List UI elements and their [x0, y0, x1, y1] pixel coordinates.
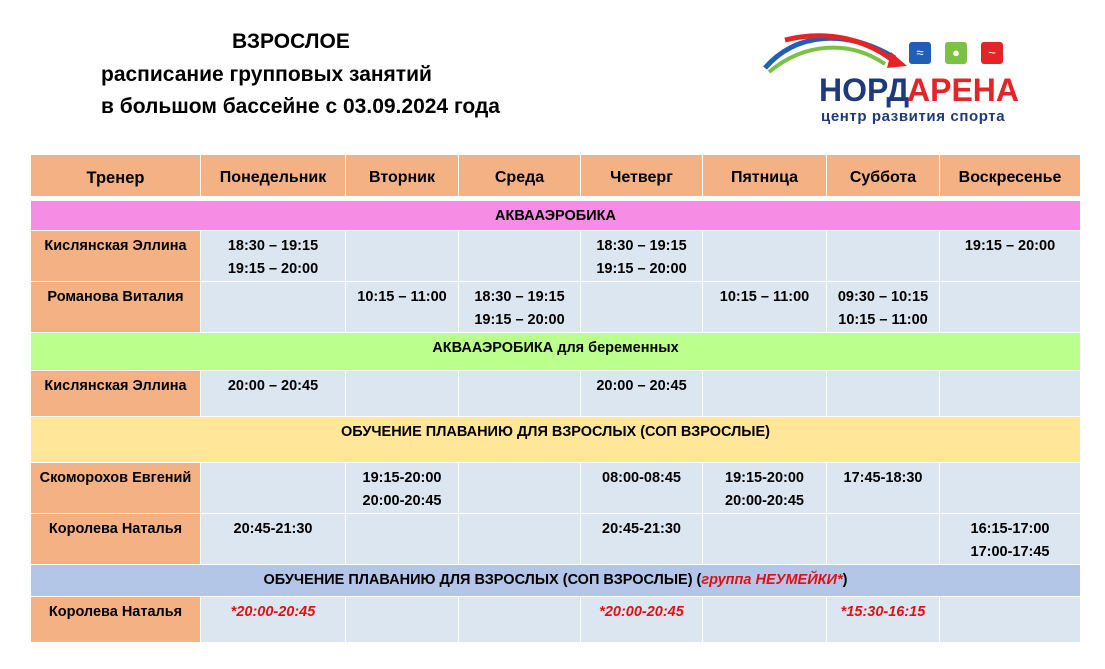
header-sun: Воскресенье [940, 155, 1081, 197]
cell-tue: 19:15-20:00 20:00-20:45 [346, 463, 459, 514]
cell-thu: *20:00-20:45 [581, 597, 703, 643]
section-row [31, 565, 1081, 597]
cell-tue [346, 514, 459, 565]
cell-wed [459, 463, 581, 514]
trainer-name: Романова Виталия [31, 282, 201, 333]
section-row [31, 201, 1081, 231]
trainer-name: Кислянская Эллина [31, 231, 201, 282]
cell-fri [703, 371, 827, 417]
cell-tue: 10:15 – 11:00 [346, 282, 459, 333]
cell-sun [940, 597, 1081, 643]
cell-mon: 20:45-21:30 [201, 514, 346, 565]
table-row [31, 282, 1081, 333]
cell-tue [346, 597, 459, 643]
trainer-name: Королева Наталья [31, 514, 201, 565]
cell-sat [827, 371, 940, 417]
cell-mon: 20:00 – 20:45 [201, 371, 346, 417]
cell-sun [940, 282, 1081, 333]
logo-word-nord: НОРД [819, 72, 910, 108]
table-row [31, 371, 1081, 417]
section-title-highlight: группа НЕУМЕЙКИ* [701, 572, 843, 588]
cell-tue [346, 231, 459, 282]
logo-word-arena: АРЕНА [907, 72, 1020, 108]
title-subtitle: расписание групповых занятий [101, 63, 432, 86]
title-block [0, 0, 640, 140]
cell-fri: 10:15 – 11:00 [703, 282, 827, 333]
cell-sat [827, 514, 940, 565]
cell-fri [703, 514, 827, 565]
section-title: АКВААЭРОБИКА [31, 201, 1081, 231]
header-tue: Вторник [346, 155, 459, 197]
trainer-name: Скоморохов Евгений [31, 463, 201, 514]
cell-fri: 19:15-20:00 20:00-20:45 [703, 463, 827, 514]
cell-fri [703, 231, 827, 282]
header-row [31, 155, 1081, 197]
schedule-table [30, 154, 1081, 643]
cell-tue [346, 371, 459, 417]
cell-thu: 20:00 – 20:45 [581, 371, 703, 417]
logo-subtitle: центр развития спорта [821, 108, 1006, 125]
cell-wed [459, 371, 581, 417]
cell-thu: 20:45-21:30 [581, 514, 703, 565]
cell-mon: 18:30 – 19:15 19:15 – 20:00 [201, 231, 346, 282]
section-row [31, 333, 1081, 371]
cell-sat: *15:30-16:15 [827, 597, 940, 643]
cell-thu: 08:00-08:45 [581, 463, 703, 514]
header-wed: Среда [459, 155, 581, 197]
section-title: ОБУЧЕНИЕ ПЛАВАНИЮ ДЛЯ ВЗРОСЛЫХ (СОП ВЗРОСЛЫЕ) (группа НЕУМЕЙКИ*) [31, 565, 1081, 597]
cell-thu: 18:30 – 19:15 19:15 – 20:00 [581, 231, 703, 282]
header-fri: Пятница [703, 155, 827, 197]
wave-icon: ~ [981, 42, 1003, 64]
title-date: в большом бассейне с 03.09.2024 года [101, 95, 500, 118]
cell-mon [201, 282, 346, 333]
header-sat: Суббота [827, 155, 940, 197]
cell-wed [459, 597, 581, 643]
cell-fri [703, 597, 827, 643]
table-row [31, 463, 1081, 514]
cell-wed: 18:30 – 19:15 19:15 – 20:00 [459, 282, 581, 333]
cell-thu [581, 282, 703, 333]
cell-wed [459, 514, 581, 565]
cell-wed [459, 231, 581, 282]
cell-sun: 16:15-17:00 17:00-17:45 [940, 514, 1081, 565]
table-row [31, 597, 1081, 643]
cell-sat [827, 231, 940, 282]
cell-mon [201, 463, 346, 514]
header-mon: Понедельник [201, 155, 346, 197]
table-row [31, 231, 1081, 282]
tennis-icon: ● [945, 42, 967, 64]
cell-sun [940, 463, 1081, 514]
header-trainer: Тренер [31, 155, 201, 197]
section-row [31, 417, 1081, 463]
cell-sat: 09:30 – 10:15 10:15 – 11:00 [827, 282, 940, 333]
cell-mon: *20:00-20:45 [201, 597, 346, 643]
cell-sun [940, 371, 1081, 417]
swimmer-icon: ≈ [909, 42, 931, 64]
header-thu: Четверг [581, 155, 703, 197]
cell-sun: 19:15 – 20:00 [940, 231, 1081, 282]
trainer-name: Королева Наталья [31, 597, 201, 643]
section-title: ОБУЧЕНИЕ ПЛАВАНИЮ ДЛЯ ВЗРОСЛЫХ (СОП ВЗРОСЛЫЕ) [31, 417, 1081, 463]
title-main: ВЗРОСЛОЕ [232, 30, 350, 53]
trainer-name: Кислянская Эллина [31, 371, 201, 417]
section-title: АКВААЭРОБИКА для беременных [31, 333, 1081, 371]
cell-sat: 17:45-18:30 [827, 463, 940, 514]
nord-arena-logo [755, 28, 1020, 128]
table-row [31, 514, 1081, 565]
